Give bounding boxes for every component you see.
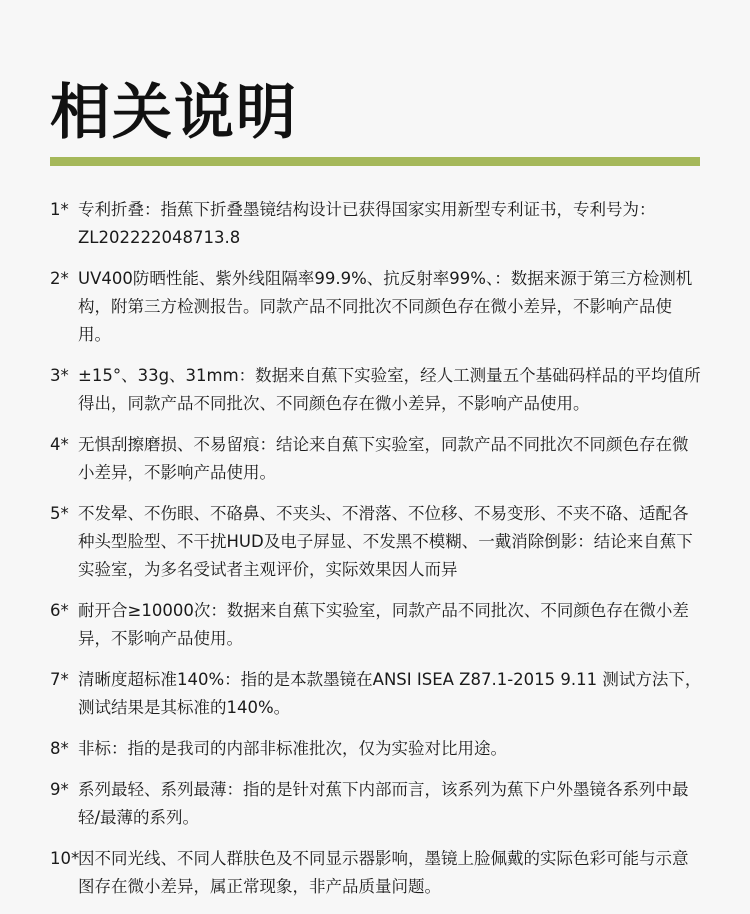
note-number: 5* — [50, 504, 69, 523]
note-item — [50, 196, 702, 252]
note-number: 10* — [50, 849, 80, 868]
notes-list — [50, 196, 702, 914]
note-number: 8* — [50, 739, 69, 758]
note-number: 7* — [50, 670, 69, 689]
note-text: 耐开合≥10000次：数据来自蕉下实验室，同款产品不同批次、不同颜色存在微小差异，不影响产品使用。 — [78, 601, 689, 648]
note-item — [50, 431, 702, 487]
note-text: 因不同光线、不同人群肤色及不同显示器影响，墨镜上脸佩戴的实际色彩可能与示意图存在微小差异，属正常现象，非产品质量问题。 — [78, 849, 689, 896]
note-text: ±15°、33g、31mm：数据来自蕉下实验室，经人工测量五个基础码样品的平均值所得出，同款产品不同批次、不同颜色存在微小差异，不影响产品使用。 — [78, 366, 701, 413]
accent-divider — [50, 157, 700, 166]
note-item — [50, 500, 702, 584]
note-text: 专利折叠：指蕉下折叠墨镜结构设计已获得国家实用新型专利证书，专利号为：ZL202222048713.8 — [78, 200, 656, 247]
note-item — [50, 845, 702, 901]
note-item — [50, 666, 702, 722]
note-number: 1* — [50, 200, 69, 219]
page-title: 相关说明 — [50, 78, 298, 148]
note-text: 无惧刮擦磨损、不易留痕：结论来自蕉下实验室，同款产品不同批次不同颜色存在微小差异，不影响产品使用。 — [78, 435, 689, 482]
note-number: 3* — [50, 366, 69, 385]
note-text: UV400防晒性能、紫外线阻隔率99.9%、抗反射率99%、：数据来源于第三方检测机构，附第三方检测报告。同款产品不同批次不同颜色存在微小差异，不影响产品使用。 — [78, 269, 693, 344]
note-item — [50, 362, 702, 418]
note-number: 4* — [50, 435, 69, 454]
note-item — [50, 735, 702, 763]
note-number: 9* — [50, 780, 69, 799]
note-text: 系列最轻、系列最薄：指的是针对蕉下内部而言，该系列为蕉下户外墨镜各系列中最轻/最薄的系列。 — [78, 780, 689, 827]
note-number: 2* — [50, 269, 69, 288]
note-item — [50, 776, 702, 832]
note-item — [50, 597, 702, 653]
note-item — [50, 265, 702, 349]
note-text: 清晰度超标准140%：指的是本款墨镜在ANSI ISEA Z87.1-2015 9.11 测试方法下，测试结果是其标准的140%。 — [78, 670, 702, 717]
note-text: 非标：指的是我司的内部非标准批次，仅为实验对比用途。 — [78, 739, 507, 758]
note-number: 6* — [50, 601, 69, 620]
note-text: 不发晕、不伤眼、不硌鼻、不夹头、不滑落、不位移、不易变形、不夹不硌、适配各种头型脸型、不干扰HUD及电子屏显、不发黑不模糊、一戴消除倒影：结论来自蕉下实验室，为多名受试者主观评价，实际效果因人而异 — [78, 504, 693, 579]
